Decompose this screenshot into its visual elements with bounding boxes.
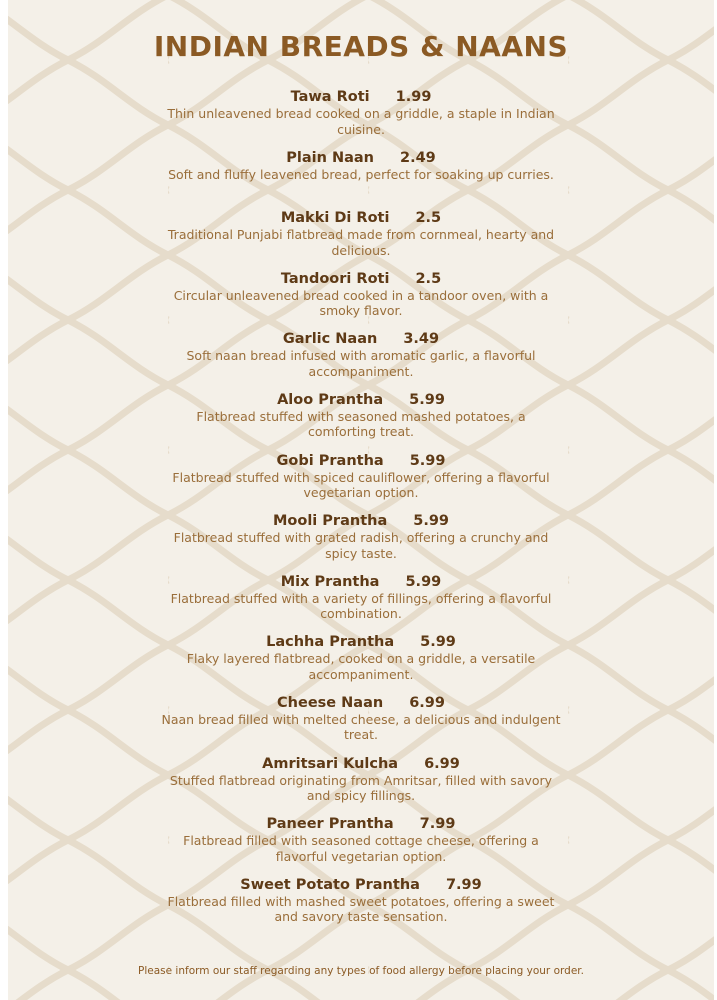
item-name: Plain Naan: [286, 149, 374, 166]
item-description: Flatbread filled with mashed sweet potatoes, offering a sweet and savory taste sensation.: [167, 893, 555, 925]
item-name: Gobi Prantha: [276, 452, 384, 469]
menu-item: [8, 512, 714, 573]
item-price: 5.99: [405, 573, 442, 590]
item-price: 5.99: [409, 391, 445, 408]
menu-item: [8, 330, 714, 391]
item-name: Paneer Prantha: [266, 816, 394, 833]
item-price: 6.99: [409, 694, 445, 711]
item-price: 5.99: [420, 634, 456, 651]
item-description: Traditional Punjabi flatbread made from cornmeal, hearty and delicious.: [167, 227, 555, 258]
item-description: Flatbread stuffed with grated radish, offering a crunchy and spicy taste.: [173, 530, 549, 561]
item-price: 7.99: [419, 816, 456, 833]
item-name: Garlic Naan: [282, 331, 378, 348]
item-description: Soft naan bread infused with aromatic garlic, a flavorful accompaniment.: [186, 348, 536, 379]
item-price: 7.99: [445, 876, 482, 893]
item-description: Circular unleavened bread cooked in a tandoor oven, with a smoky flavor.: [173, 287, 549, 319]
item-name: Sweet Potato Prantha: [240, 876, 420, 893]
item-price: 5.99: [409, 452, 446, 469]
item-description: Flatbread stuffed with seasoned mashed potatoes, a comforting treat.: [196, 408, 526, 440]
item-price: 2.49: [399, 149, 436, 166]
menu-items-list: [8, 88, 714, 936]
item-price: 1.99: [395, 89, 432, 105]
menu-item: [8, 876, 714, 937]
item-name: Aloo Prantha: [277, 391, 384, 408]
item-price: 3.49: [403, 331, 440, 348]
item-name: Lachha Prantha: [266, 634, 395, 651]
item-price: 2.5: [415, 270, 442, 287]
item-price: 2.5: [415, 210, 442, 227]
menu-item: [8, 209, 714, 270]
item-description: Flaky layered flatbread, cooked on a griddle, a versatile accompaniment.: [186, 651, 536, 682]
menu-item: [8, 270, 714, 331]
menu-page: [8, 0, 714, 1000]
item-description: Flatbread filled with seasoned cottage cheese, offering a flavorful vegetarian option.: [183, 833, 539, 864]
item-price: 5.99: [413, 513, 450, 530]
item-name: Amritsari Kulcha: [262, 755, 399, 772]
menu-item: [8, 391, 714, 452]
menu-item: [8, 149, 714, 210]
item-description: Thin unleavened bread cooked on a griddle, a staple in Indian cuisine.: [167, 106, 555, 137]
menu-item: [8, 573, 714, 634]
menu-item: [8, 815, 714, 876]
item-name: Mix Prantha: [280, 573, 380, 590]
item-description: Flatbread stuffed with spiced cauliflower, offering a flavorful vegetarian option.: [172, 469, 550, 501]
item-description: Soft and fluffy leavened bread, perfect for soaking up curries.: [168, 166, 554, 182]
item-description: Stuffed flatbread originating from Amritsar, filled with savory and spicy fillings.: [169, 772, 553, 804]
item-name: Cheese Naan: [277, 694, 384, 711]
menu-item: [8, 452, 714, 513]
item-name: Makki Di Roti: [280, 210, 390, 227]
menu-item: [8, 633, 714, 694]
menu-item: [8, 694, 714, 755]
allergy-notice: Please inform our staff regarding any types of food allergy before placing your order.: [138, 965, 584, 977]
menu-title: INDIAN BREADS & NAANS: [153, 30, 569, 63]
item-price: 6.99: [424, 755, 460, 772]
item-name: Tandoori Roti: [280, 270, 390, 287]
item-name: Mooli Prantha: [272, 513, 388, 530]
item-name: Tawa Roti: [290, 89, 370, 105]
item-description: Naan bread filled with melted cheese, a delicious and indulgent treat.: [161, 711, 561, 743]
item-description: Flatbread stuffed with a variety of fillings, offering a flavorful combination.: [170, 590, 552, 622]
menu-item: [8, 755, 714, 816]
menu-item: [8, 88, 714, 149]
